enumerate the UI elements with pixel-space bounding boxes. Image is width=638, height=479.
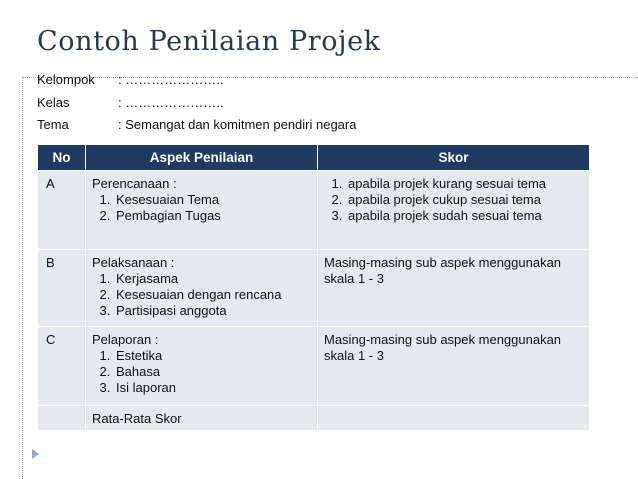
list-item: 1. apabila projek kurang sesuai tema	[346, 176, 583, 192]
list-item: 3. Partisipasi anggota	[114, 303, 311, 319]
meta-value: : …………………..	[118, 72, 224, 87]
row-aspek	[86, 327, 318, 406]
list-item: 2. apabila projek cukup sesuai tema	[346, 192, 583, 208]
skor-list	[324, 176, 583, 224]
meta-label: Tema	[37, 117, 69, 132]
meta-row-kelas	[37, 95, 223, 110]
aspek-title: Pelaporan :	[92, 332, 159, 347]
left-divider	[22, 77, 23, 479]
row-aspek: Rata-Rata Skor	[86, 406, 318, 431]
row-skor: Masing-masing sub aspek menggunakan skala 1 - 3	[318, 327, 590, 406]
row-skor	[318, 406, 590, 431]
meta-value: : …………………..	[118, 95, 224, 110]
table-header-row	[38, 145, 590, 171]
aspek-title: Perencanaan :	[92, 176, 177, 191]
list-item: 2. Pembagian Tugas	[114, 208, 311, 224]
row-no: B	[38, 250, 86, 327]
meta-value: : Semangat dan komitmen pendiri negara	[118, 117, 357, 132]
header-aspek: Aspek Penilaian	[86, 145, 318, 171]
list-item: 3. Isi laporan	[114, 380, 311, 396]
row-skor	[318, 171, 590, 250]
row-aspek	[86, 250, 318, 327]
triangle-bullet-icon	[32, 449, 39, 459]
row-no	[38, 406, 86, 431]
aspek-list	[92, 192, 311, 224]
aspek-title: Pelaksanaan :	[92, 255, 175, 270]
meta-label: Kelas	[37, 95, 70, 110]
aspek-list	[92, 348, 311, 396]
table-row	[38, 250, 590, 327]
row-skor: Masing-masing sub aspek menggunakan skala 1 - 3	[318, 250, 590, 327]
header-skor: Skor	[318, 145, 590, 171]
list-item: 3. apabila projek sudah sesuai tema	[346, 208, 583, 224]
slide-title: Contoh Penilaian Projek	[37, 26, 381, 57]
list-item: 2. Bahasa	[114, 364, 311, 380]
aspek-list	[92, 271, 311, 319]
assessment-table	[37, 144, 590, 431]
meta-row-kelompok	[37, 72, 223, 87]
table-row	[38, 171, 590, 250]
list-item: 1. Kesesuaian Tema	[114, 192, 311, 208]
header-no: No	[38, 145, 86, 171]
list-item: 2. Kesesuaian dengan rencana	[114, 287, 311, 303]
meta-row-tema	[37, 117, 356, 132]
table-row	[38, 406, 590, 431]
table-row	[38, 327, 590, 406]
meta-label: Kelompok	[37, 72, 95, 87]
list-item: 1. Estetika	[114, 348, 311, 364]
list-item: 1. Kerjasama	[114, 271, 311, 287]
row-aspek	[86, 171, 318, 250]
row-no: A	[38, 171, 86, 250]
row-no: C	[38, 327, 86, 406]
